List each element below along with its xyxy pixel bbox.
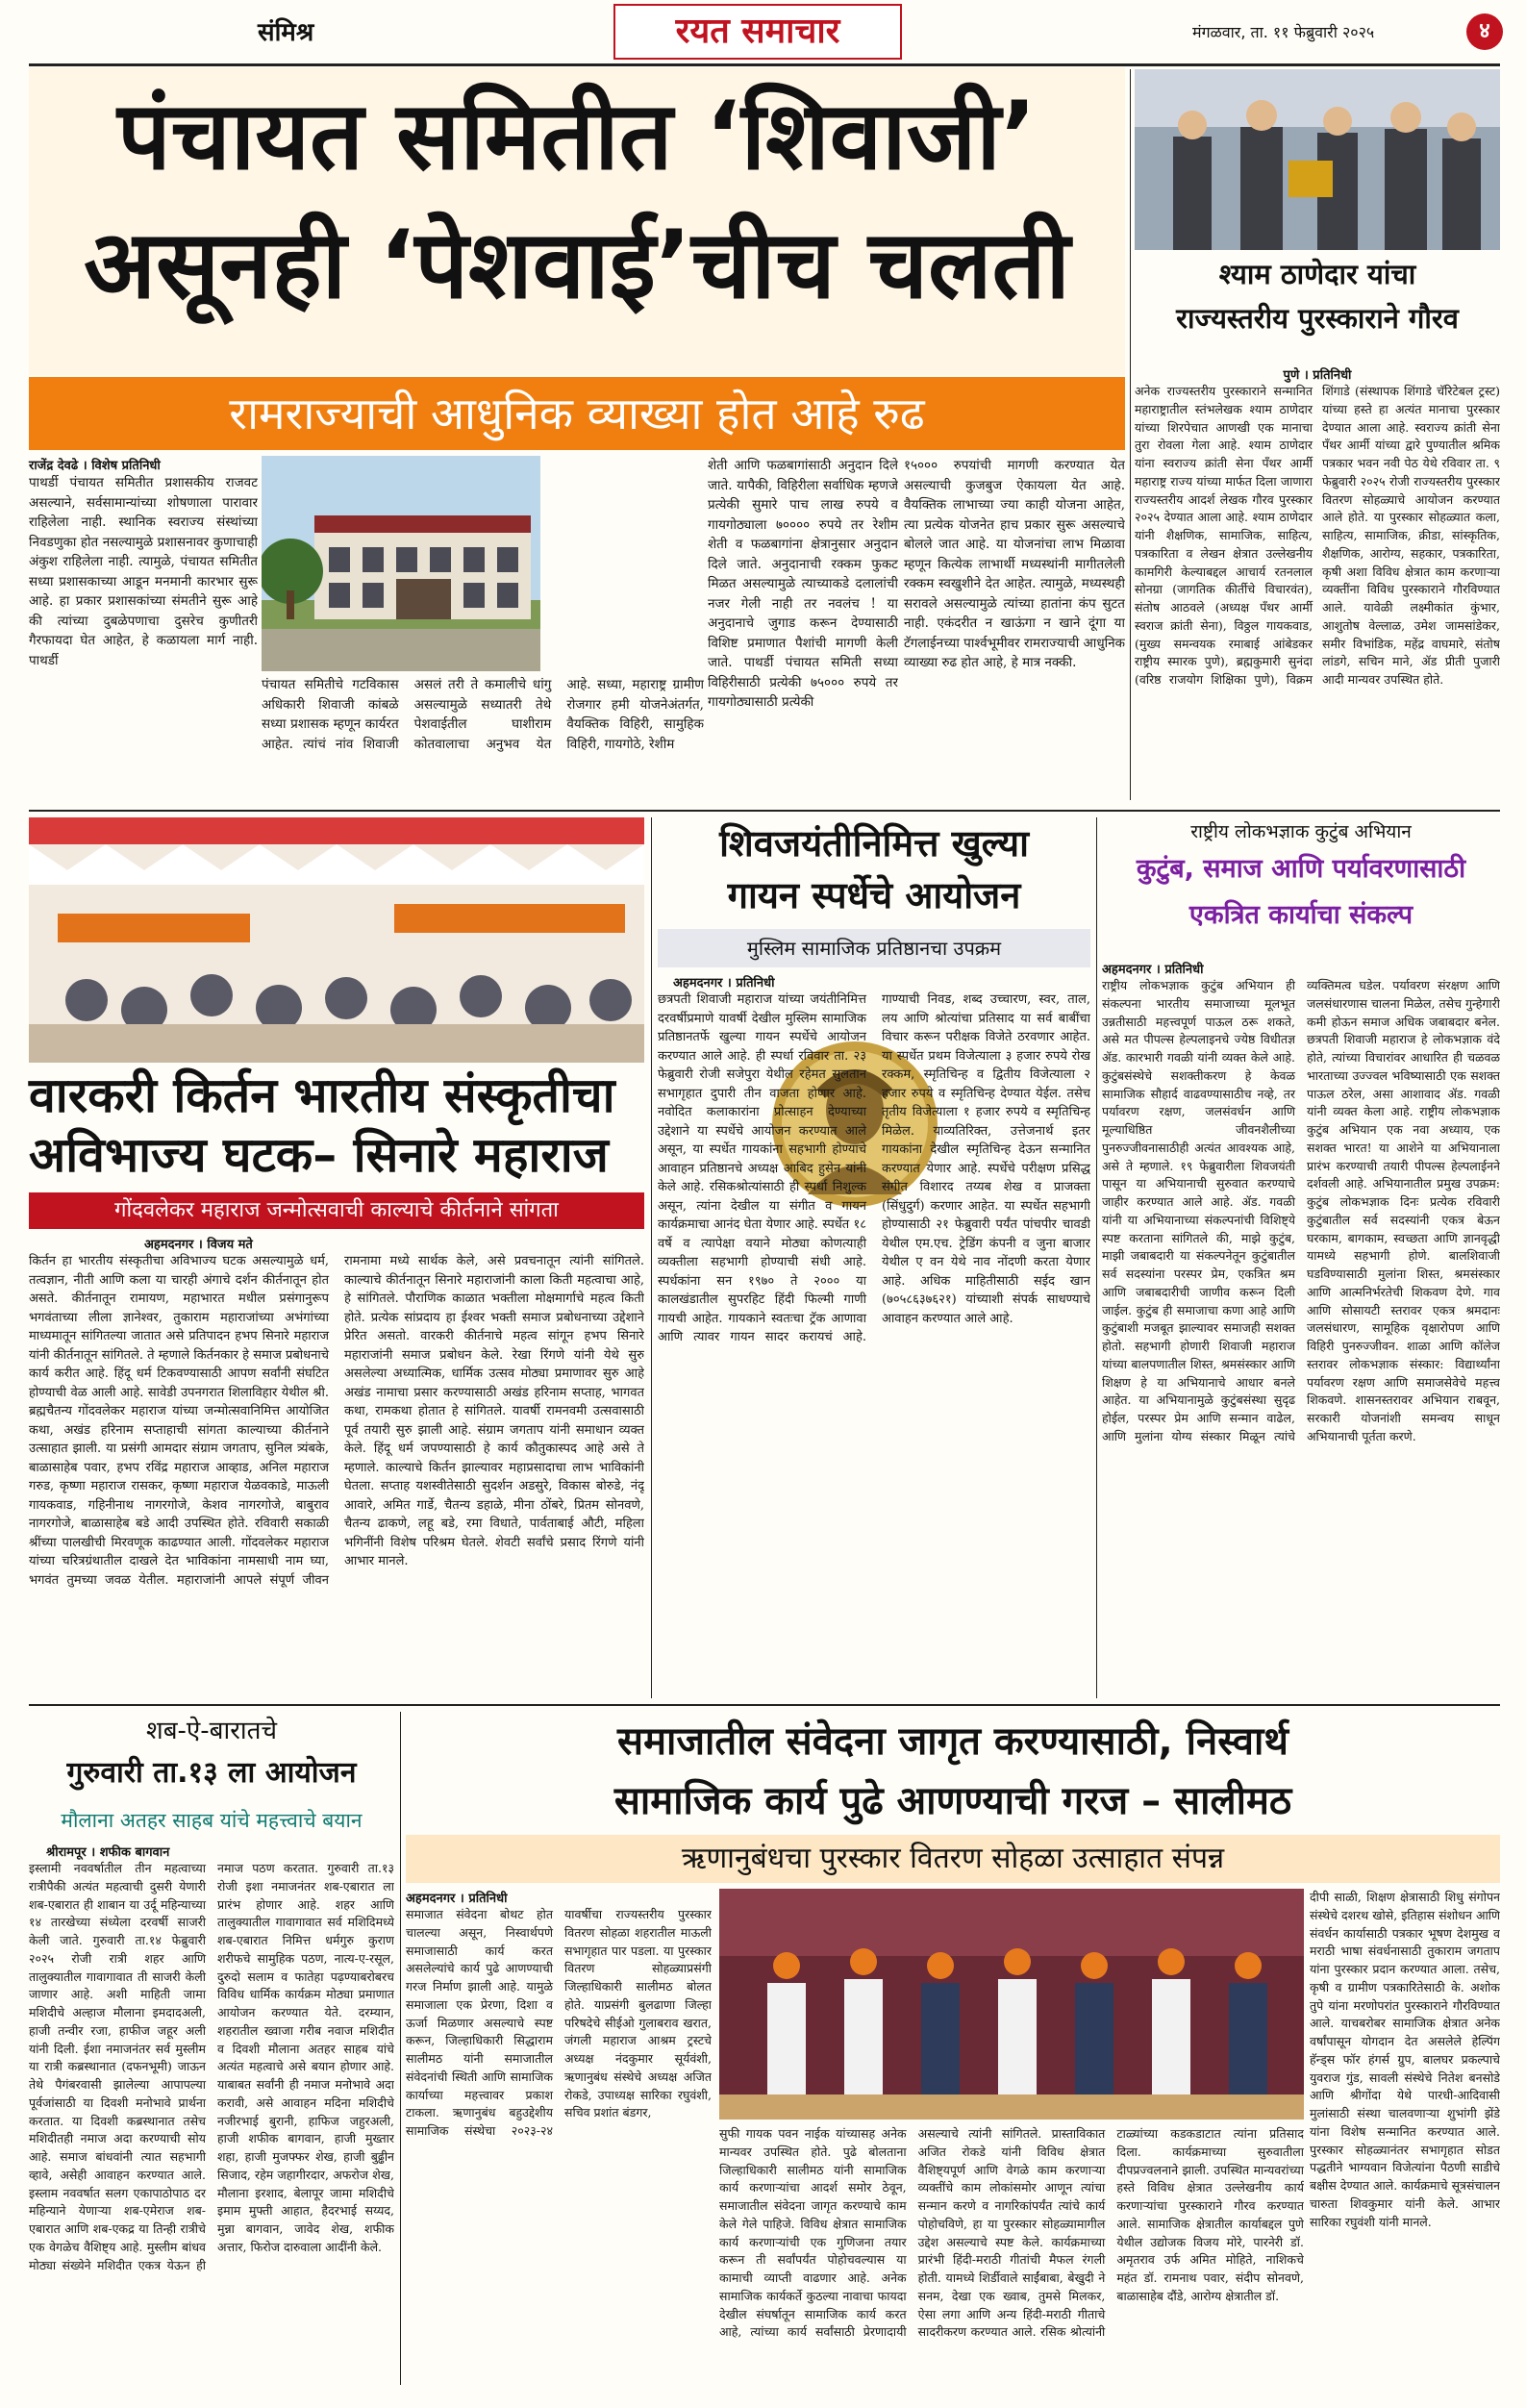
story1-column-1: [29, 456, 258, 802]
samaj-byline: अहमदनगर । प्रतिनिधी: [406, 1892, 508, 1906]
shivjayanti-story: [658, 973, 1090, 1698]
vertical-rule-4: [400, 1712, 401, 2385]
family-byline: अहमदनगर । प्रतिनिधी: [1102, 963, 1204, 977]
samaj-left: [406, 1889, 712, 2385]
kirtan-photo: [29, 817, 644, 1063]
samaj-headline: [406, 1712, 1500, 1831]
shab-heading-line1: शब-ऐ-बारातचे: [146, 1717, 277, 1745]
samaj-banner-text: ऋणानुबंधचा पुरस्कार वितरण सोहळा उत्साहात संपन्न: [681, 1842, 1225, 1875]
shab-byline: श्रीरामपूर । शफीक बागवान: [46, 1845, 170, 1860]
family-heading: [1102, 817, 1500, 958]
shivjayanti-text: छत्रपती शिवाजी महाराज यांच्या जयंतीनिमित्त दरवर्षीप्रमाणे यावर्षी देखील मुस्लिम सामाजिक प्रतिष्ठानतर्फे खुल्या गायन स्पर्धेचे आयोजन करण्यात आले आहे. ही स्पर्धा रविवार ता. २३ फेब्रुवारी रोजी सजेपुरा येथील रहेमत सुलतान सभागृहात दुपारी तीन वाजता होणार आहे. नवोदित कलाकारांना प्रोत्साहन देण्याच्या उद्देशाने या स्पर्धेचे आयोजन करण्यात आले असून, या स्पर्धेत गायकांना सहभागी होण्याचे आवाहन प्रतिष्ठानचे अध्यक्ष आबिद हुसेन यांनी केले आहे. रसिकश्रोत्यांसाठी ही स्पर्धा निशुल्क असून, त्यांना देखील या संगीत व गायन कार्यक्रमाचा आनंद घेता येणार आहे. स्पर्धेत १८ वर्षे व त्यापेक्षा वयाने मोठ्या कोणत्याही व्यक्तीला सहभागी होण्याची संधी आहे. स्पर्धकांना सन १९७० ते २००० या कालखंडातील सुपरहिट हिंदी फिल्मी गाणी गायची आहेत. गायकाने स्वतःचा ट्रॅक आणावा आणि त्यावर गायन सादर करायचं आहे. गाण्याची निवड, शब्द उच्चारण, स्वर, ताल, लय आणि श्रोत्यांचा प्रतिसाद या सर्व बाबींचा विचार करून परीक्षक विजेते ठरवणार आहेत. या स्पर्धेत प्रथम विजेत्याला ३ हजार रुपये रोख रक्कम, स्मृतिचिन्ह व द्वितीय विजेत्याला २ हजार रुपये व स्मृतिचिन्ह देण्यात येईल. तसेच तृतीय विजेत्याला १ हजार रुपये व स्मृतिचिन्ह मिळेल. याव्यतिरिक्त, उत्तेजनार्थ इतर गायकांना देखील स्मृतिचिन्ह देऊन सन्मानित करण्यात येणार आहे. स्पर्धेचे परीक्षण प्रसिद्ध संगीत विशारद तय्यब शेख व प्राजक्ता (सिंधुदुर्ग) करणार आहेत. या स्पर्धेत सहभागी होण्यासाठी २१ फेब्रुवारी पर्यंत पांचपीर चावडी येथील एम.एच. ट्रेडिंग कंपनी व जुना बाजार येथील ए वन येथे नाव नोंदणी करता येणार आहे. अधिक माहितीसाठी सईद खान (७०५८६३७६२१) यांच्याशी संपर्क साधण्याचे आवाहन करण्यात आले आहे.: [658, 992, 1090, 1344]
samaj-photo: [719, 1889, 1304, 2120]
shab-heading: [29, 1712, 394, 1804]
family-text: राष्ट्रीय लोकभज्ञाक कुटुंब अभियान ही संकल्पना भारतीय समाजाच्या मूलभूत उन्नतीसाठी महत्त्वपूर्ण पाऊल ठरू शकते, असे मत पीपल्स हेल्पलाइनचे ज्येष्ठ विधीतज्ञ ॲड. कारभारी गवळी यांनी व्यक्त केले आहे. कुटुंबसंस्थेचे सशक्तीकरण हे केवळ सामाजिक सौहार्द वाढवण्यासाठीच नव्हे, तर पर्यावरण रक्षण, जलसंवर्धन आणि मूल्याधिष्ठित जीवनशैलीच्या पुनरुज्जीवनासाठीही अत्यंत आवश्यक आहे, असे ते म्हणाले. १९ फेब्रुवारीला शिवजयंती पासून या अभियानाची सुरुवात करण्याचे जाहीर करण्यात आले आहे. ॲड. गवळी यांनी या अभियानाच्या संकल्पनांची विशिष्ट्ये स्पष्ट करताना सांगितले की, माझे कुटुंब, माझी जबाबदारी या संकल्पनेतून कुटुंबातील सर्व सदस्यांना परस्पर प्रेम, एकत्रित श्रम आणि जबाबदारीची जाणीव करून दिली जाईल. कुटुंब ही समाजाचा कणा आहे आणि कुटुंबाशी मजबूत झाल्यावर समाजही सशक्त होतो. सहभागी होणारी शिवाजी महाराज यांच्या बालपणातील शिस्त, श्रमसंस्कार आणि शिक्षण हे या अभियानाचे आधार बनले आहेत. या अभियानामुळे कुटुंबसंस्था सुदृढ होईल, परस्पर प्रेम आणि सन्मान वाढेल, आणि मुलांना योग्य संस्कार मिळून त्यांचे व्यक्तिमत्व घडेल. पर्यावरण संरक्षण आणि जलसंधारणास चालना मिळेल, तसेच गुन्हेगारी कमी होऊन समाज अधिक जबाबदार बनेल. छत्रपती शिवाजी महाराज हे लोकभज्ञाक वंदे होते, त्यांच्या विचारांवर आधारित ही चळवळ भारताच्या उज्ज्वल भविष्यासाठी एक सशक्त पाऊल ठरेल, असा आशावाद ॲड. गवळी यांनी व्यक्त केला आहे. राष्ट्रीय लोकभज्ञाक कुटुंब अभियान एक नवा अध्याय, एक सशक्त भारत! या आशेने या अभियानाला प्रारंभ करण्याची तयारी पीपल्स हेल्पलाईनने दर्शवली आहे. अभियानातील प्रमुख उपक्रम: कुटुंब लोकभज्ञाक दिनः प्रत्येक रविवारी कुटुंबातील सर्व सदस्यांनी एकत्र बेऊन घरकाम, बागकाम, स्वच्छता आणि ज्ञानवृद्धी यामध्ये सहभागी होणे. बालशिवाजी घडविण्यासाठी मुलांना शिस्त, श्रमसंस्कार आणि आत्मनिर्भरतेची शिकवण देणे. गाव आणि सोसायटी स्तरावर एकत्र श्रमदानः जलसंधारण, सामूहिक वृक्षारोपण आणि विहिरी पुनरुज्जीवन. शाळा आणि कॉलेज स्तरावर लोकभज्ञाक संस्कार: विद्यार्थ्यांना पर्यावरण रक्षण आणि समाजसेवेचे महत्त्व शिकवणे. शासनस्तरावर अभियान राबवून, सरकारी योजनांशी समन्वय साधून अभियानाची पूर्तता करणे.: [1102, 978, 1500, 1443]
shivjayanti-sub: [658, 929, 1090, 967]
shab-sub-text: मौलाना अतहर साहब यांचे महत्त्वाचे बयान: [61, 1809, 363, 1832]
vertical-rule-1: [1130, 69, 1131, 800]
story1-photo-building: [262, 456, 540, 671]
story1-column-3: शेती आणि फळबागांसाठी अनुदान दिले जाते. यापैकी, विहिरीला सर्वाधिक म्हणजे प्रत्येकी सुमारे पाच लाख रुपये व गायगोठ्याला ७०००० रुपये तर रेशीम शेती व फळबागांना क्षेत्रानुसार अनुदान दिले जाते. अनुदानाची रक्कम फुकट मिळत असल्यामुळे त्याच्याकडे दलालांची नजर गेली नाही तर नवलंच ! या अनुदानाचे जुगाड करून देण्यासाठी विशिष्ट प्रमाणात पैशांची मागणी केली जाते. पाथर्डी पंचायत समिती सध्या विहिरीसाठी प्रत्येकी ७५००० रुपये तर गायगोठ्यासाठी प्रत्येकी: [708, 458, 898, 711]
family-story: [1102, 960, 1500, 1698]
award-heading: [1135, 252, 1500, 358]
kirtan-banner-text: गोंदवलेकर महाराज जन्मोत्सवाची काल्याचे कीर्तनाने सांगता: [114, 1198, 559, 1222]
samaj-left-text: समाजात संवेदना बोथट होत चालल्या असून, निस्वार्थपणे समाजासाठी कार्य करत असलेल्यांचे कार्य पुढे आणण्याची गरज निर्माण झाली आहे. यामुळे समाजाला एक प्रेरणा, दिशा व ऊर्जा मिळणार असल्याचे स्पष्ट करून, जिल्हाधिकारी सिद्धाराम सालीमठ यांनी समाजातील संवेदनांची स्थिती आणि सामाजिक कार्याच्या महत्त्वावर प्रकाश टाकला. ऋणानुबंध बहुउद्देशीय सामाजिक संस्थेचा २०२३-२४ यावर्षीचा राज्यस्तरीय पुरस्कार वितरण सोहळा शहरातील माऊली सभागृहात पार पडला. या पुरस्कार वितरण सोहळ्याप्रसंगी जिल्हाधिकारी सालीमठ बोलत होते. याप्रसंगी बुलढाणा जिल्हा परिषदेचे सीईओ गुलाबराव खरात, जंगली महाराज आश्रम ट्रस्टचे अध्यक्ष नंदकुमार सूर्यवंशी, ऋणानुबंध संस्थेचे अध्यक्ष अजित रोकडे, उपाध्यक्ष सारिका रघुवंशी, सचिव प्रशांत बंडगर,: [406, 1907, 712, 2138]
shivjayanti-headline: [658, 817, 1090, 928]
family-headline-line2: एकत्रित कार्याचा संकल्प: [1188, 900, 1413, 930]
row-rule-1: [29, 810, 1500, 812]
samaj-headline-line2: सामाजिक कार्य पुढे आणण्याची गरज – सालीमठ: [613, 1779, 1292, 1823]
kirtan-event-image: [29, 817, 644, 1063]
shab-story: [29, 1843, 394, 2381]
samaj-banner: [406, 1835, 1500, 1883]
story1-banner: [29, 377, 1125, 450]
samaj-right-text: दीपी साळी, शिक्षण क्षेत्रासाठी शिधु संगोपन संस्थेचे दशरथ खोसे, इतिहास संशोधन आणि संवर्धन कार्यासाठी पत्रकार भूषण देशमुख व मराठी भाषा संवर्धनासाठी तुकाराम जगताप यांना पुरस्कार प्रदान करण्यात आला. तसेच, कृषी व ग्रामीण पत्रकारितेसाठी के. अशोक तुपे यांना मरणोपरांत पुरस्काराने गौरविण्यात आले. याचबरोबर सामाजिक क्षेत्रात अनेक वर्षांपासून योगदान देत असलेले हेल्पिंग हॅन्ड्स फॉर हंगर्स ग्रुप, बालघर प्रकल्पाचे युवराज गुंड, सावली संस्थेचे नितेश बनसोडे आणि श्रीगोंदा येथे पारधी-आदिवासी मुलांसाठी संस्था चालवणाऱ्या शुभांगी झेंडे यांना विशेष सन्मानित करण्यात आले. पुरस्कार सोहळ्यानंतर सभागृहात सोडत पद्धतीने भाग्यवान विजेत्यांना पैठणी साडीचे बक्षीस देण्यात आले. कार्यक्रमाचे सूत्रसंचालन चारुता शिवकुमार यांनी केले. आभार सारिका रघुवंशी यांनी मानले.: [1310, 1890, 1500, 2229]
award-ceremony-image: [1135, 69, 1500, 250]
award-story: [1135, 365, 1500, 802]
vertical-rule-2: [651, 817, 652, 1698]
shab-text: इस्लामी नववर्षातील तीन महत्वाच्या रात्रीपैकी अत्यंत महत्वाची दुसरी येणारी शब-एबारात ही शाबान या उर्दू महिन्याच्या १४ तारखेच्या संध्येला दरवर्षी साजरी केली जाते. गुरुवारी ता.१४ फेब्रुवारी २०२५ रोजी रात्री शहर आणि तालुक्यातील गावागावात ती साजरी केली जाणार आहे. अशी माहिती जामा मशिदीचे अल्हाज मौलाना इमदादअली, हाजी तन्वीर रजा, हाफीज जहूर अली यांनी दिली. ईशा नमाजनंतर सर्व मुस्लीम या रात्री कब्रस्थानात (दफनभूमी) जाऊन तेथे पैगंबरवासी झालेल्या आपापल्या पूर्वजांसाठी या दिवशी मनोभावे प्रार्थना करतात. या दिवशी कब्रस्थानात तसेच मशिदीतही नमाज अदा करण्याची सोय आहे. समाज बांधवांनी त्यात सहभागी व्हावे, असेही आवाहन करण्यात आले. इस्लाम नववर्षात सलग एकापाठोपाठ दर महिन्याने येणाऱ्या शब-एमेराज शब-एबारात आणि शब-एकद्र या तिन्ही रात्रीचे एक वेगळेच वैशिष्ट्य आहे. मुस्लीम बांधव मोठ्या संख्येने मशिदीत एकत्र येऊन ही नमाज पठण करतात. गुरुवारी ता.१३ रोजी इशा नमाजनंतर शब-एबारात ला प्रारंभ होणार आहे. शहर आणि तालुक्यातील गावागावात सर्व मशिदिमध्ये शब-एबारात निमित्त धर्मगुरु कुराण शरीफचे सामुहिक पठण, नात्य-ए-रसूल, दुरुदो सलाम व फातेहा पढ़ण्याबरोबरच विविध धार्मिक कार्यक्रम मोठ्या प्रमाणात आयोजन करण्यात येते. दरम्यान, शहरातील ख्वाजा गरीब नवाज मशिदीत व दिवशी मौलाना अतहर साहब यांचे अत्यंत महत्वाचे असे बयान होणार आहे. याबाबत सर्वांनी ही नमाज मनोभावे अदा करावी, असे आवाहन मदिना मशिदीचे नजीरभाई बुरानी, हाफिज जहुरअली, हाजी शफीक बागवान, हाजी मुख्तार शहा, हाजी मुजफ्फर शेख, हाजी बुढ्ढीन सिजाद, रहेम जहागीरदार, अफरोज शेख, मौलाना इरशाद, बेलापूर जामा मशिदीचे इमाम मुफ्ती आहात, हैदरभाई सय्यद, मुन्ना बागवान, जावेद शेख, शफीक अत्तार, फिरोज दारुवाला आदींनी केले.: [29, 1861, 394, 2272]
shivjayanti-sub-text: मुस्लिम सामाजिक प्रतिष्ठानचा उपक्रम: [746, 937, 1002, 960]
shab-sub: [29, 1804, 394, 1837]
page-number-badge: [1466, 13, 1503, 50]
paper-name-text: रयत समाचार: [675, 12, 840, 51]
kirtan-headline-line2: अविभाज्य घटक– सिनारे महाराज: [29, 1127, 609, 1183]
award-byline: पुणे । प्रतिनिधी: [1283, 368, 1352, 383]
vertical-rule-3: [1096, 817, 1097, 1698]
family-headline-line1: कुटुंब, समाज आणि पर्यावरणासाठी: [1136, 854, 1466, 884]
kirtan-headline: [29, 1066, 644, 1189]
kirtan-byline: अहमदनगर । विजय मते: [144, 1238, 253, 1252]
story1-headline: [29, 67, 1125, 375]
shab-heading-line2: गुरुवारी ता.१३ ला आयोजन: [66, 1756, 357, 1790]
masthead-rule: [29, 63, 1500, 66]
family-kicker: राष्ट्रीय लोकभज्ञाक कुटुंब अभियान: [1190, 821, 1412, 842]
kirtan-story: [29, 1235, 644, 1698]
award-heading-line1: श्याम ठाणेदार यांचा: [1218, 258, 1416, 290]
story1-column-1-text: पाथर्डी पंचायत समितीत प्रशासकीय राजवट असल्याने, सर्वसामान्यांच्या शोषणाला पारावार राहिलेला नाही. स्थानिक स्वराज्य संस्थांच्या निवडणुका होत नसल्यामुळे प्रशासनावर कुणाचाही अंकुश राहिलेला नाही. त्यामुळे, पंचायत समितीत सध्या प्रशासकाच्या आडून मनमानी कारभार सुरू आहे. हा प्रकार प्रशासकांच्या संमतीने सुरू आहे की त्यांच्या दुबळेपणाचा दुसरेच कुणीतरी गैरफायदा घेत आहेत, हे कळायला मार्ग नाही. पाथर्डी: [29, 475, 258, 668]
award-heading-line2: राज्यस्तरीय पुरस्काराने गौरव: [1176, 302, 1459, 335]
story1-headline-line2: असूनही ‘पेशवाई’चीच चलती: [84, 211, 1070, 320]
story1-under-photo: पंचायत समितीचे गटविकास अधिकारी शिवाजी कांबळे सध्या प्रशासक म्हणून कार्यरत आहेत. त्यांचं नांव शिवाजी असलं तरी ते कमालीचे धांगु असल्यामुळे सध्यातरी तेथे पेशवाईतील घाशीराम कोतवालाचा अनुभव येत आहे. सध्या, महाराष्ट्र ग्रामीण रोजगार हमी योजनेअंतर्गत, वैयक्तिक विहिरी, सामुहिक विहिरी, गायगोठे, रेशीम: [262, 677, 704, 752]
samaj-mid-text: सुफी गायक पवन नाईक यांच्यासह अनेक मान्यवर उपस्थित होते. पुढे बोलताना जिल्हाधिकारी सालीमठ यांनी सामाजिक कार्य करणाऱ्यांचा आदर्श समोर ठेवून, समाजातील संवेदना जागृत करण्याचे काम केले गेले पाहिजे. विविध क्षेत्रात सामाजिक कार्य करणाऱ्यांची एक गुणिजना तयार करून ती सर्वांपर्यंत पोहोचवल्यास या कामाची व्याप्ती वाढणार आहे. अनेक सामाजिक कार्यकर्ते कुठल्या नावाचा फायदा देखील संघर्षातून सामाजिक कार्य करत आहे, त्यांच्या कार्य सर्वांसाठी प्रेरणादायी असल्याचे त्यांनी सांगितले. प्रास्ताविकात अजित रोकडे यांनी विविध क्षेत्रात वैशिष्ट्यपूर्ण आणि वेगळे काम करणाऱ्या व्यक्तींचे काम लोकांसमोर आणून त्यांचा सन्मान करणे व नागरिकांपर्यंत त्यांचे कार्य पोहोचविणे, हा या पुरस्कार सोहळ्यामागील उद्देश असल्याचे स्पष्ट केले. कार्यक्रमाच्या प्रारंभी हिंदी-मराठी गीतांची मैफल रंगली होती. यामध्ये शिर्डीवाले साईंबाबा, बेखुदी ने सनम, देखा एक ख्वाब, तुमसे मिलकर, ऐसा लगा आणि अन्य हिंदी-मराठी गीताचे सादरीकरण करण्यात आले. रसिक श्रोत्यांनी टाळ्यांच्या कडकडाटात त्यांना प्रतिसाद दिला. कार्यक्रमाच्या सुरुवातीला दीपप्रज्वलनाने झाली. उपस्थित मान्यवरांच्या हस्ते विविध क्षेत्रात उल्लेखनीय कार्य करणाऱ्यांचा पुरस्काराने गौरव करण्यात आले. सामाजिक क्षेत्रातील कार्याबद्दल पुणे येथील उद्योजक विजय मोरे, पारनेरी डॉ. अमृतराव उर्फ अमित मोहिते, नाशिकचे महंत डॉ. रामनाथ पवार, संदीप सोनवणे, बाळासाहेब दौंडे, आरोग्य क्षेत्रातील डॉ.: [719, 2126, 1304, 2340]
shivjayanti-headline-line2: गायन स्पर्धेचे आयोजन: [727, 874, 1021, 916]
kirtan-banner: [29, 1192, 644, 1229]
kirtan-headline-line1: वारकरी किर्तन भारतीय संस्कृतीचा: [29, 1067, 615, 1123]
issue-date: मंगळवार, ता. ११ फेब्रुवारी २०२५: [1192, 23, 1375, 41]
story1-headline-line1: पंचायत समितीत ‘शिवाजी’: [117, 82, 1037, 191]
award-photo: [1135, 69, 1500, 250]
award-text: अनेक राज्यस्तरीय पुरस्काराने सन्मानित महाराष्ट्रातील स्तंभलेखक श्याम ठाणेदार यांच्या शिरपेचात आणखी एक मानाचा तुरा रोवला गेला आहे. श्याम ठाणेदार यांना स्वराज्य क्रांती सेना पँथर आर्मी महाराष्ट्र राज्य यांच्या मार्फत दिला जाणारा राज्यस्तरीय आदर्श लेखक गौरव पुरस्कार २०२५ देण्यात आला आहे. श्याम ठाणेदार यांनी शैक्षणिक, सामाजिक, साहित्य, पत्रकारिता व लेखन क्षेत्रात उल्लेखनीय कामगिरी केल्याबद्दल आचार्य रतनलाल सोनग्रा (जागतिक कीर्तीचे विचारवंत), संतोष आठवले (अध्यक्ष पँथर आर्मी स्वराज क्रांती सेना), विठ्ठल गायकवाड, (मुख्य समन्वयक रमाबाई आंबेडकर राष्ट्रीय स्मारक पुणे), ब्रह्मकुमारी सुनंदा (वरिष्ठ राजयोग शिक्षिका पुणे), विक्रम शिंगाडे (संस्थापक शिंगाडे चॅरिटेबल ट्रस्ट) यांच्या हस्ते हा अत्यंत मानाचा पुरस्कार देण्यात आला आहे. स्वराज्य क्रांती सेना पँथर आर्मी यांच्या द्वारे पुण्यातील श्रमिक पत्रकार भवन नवी पेठ येथे रविवार ता. ९ फेब्रुवारी २०२५ रोजी राज्यस्तरीय पुरस्कार वितरण सोहळ्याचे आयोजन करण्यात आले होते. या पुरस्कार सोहळ्यात कला, साहित्य, सामाजिक, क्रीडा, सांस्कृतिक, शैक्षणिक, आरोग्य, सहकार, पत्रकारिता, कृषी अशा विविध क्षेत्रात काम करणाऱ्या व्यक्तींना विविध पुरस्काराने गौरविण्यात आले. यावेळी लक्ष्मीकांत कुंभार, आशुतोष वेल्लाळ, उमेश जामसांडेकर, समीर विभांडिक, महेंद्र वाघमारे, संतोष लांडगे, सचिन माने, ॲड प्रीती पुजारी आदी मान्यवर उपस्थित होते.: [1135, 384, 1500, 687]
shivjayanti-byline: अहमदनगर । प्रतिनिधी: [673, 976, 775, 991]
samaj-headline-line1: समाजातील संवेदना जागृत करण्यासाठी, निस्वार्थ: [617, 1719, 1288, 1764]
story1-banner-text: रामराज्याची आधुनिक व्याख्या होत आहे रुढ: [229, 388, 925, 439]
paper-name: [613, 4, 902, 60]
story1-column-4: १५००० रुपयांची मागणी करण्यात येत असल्याची कुजबुज ऐकायला येत आहे. वैयक्तिक लाभाच्या ज्या काही योजना आहेत, त्या प्रत्येक योजनेत हाच प्रकार सुरू असल्याचे बोलले जात आहे. या योजनांचा लाभ मिळावा म्हणून कित्येक लाभार्थी मध्यस्थांनी मागीतलेली रक्कम स्वखुशीने देत आहेत. त्यामुळे, मध्यस्थही सरावले असल्यामुळे त्यांच्या हातांना कंप सुटत नाही. एकंदरीत न खाऊंगा न खाने दूंगा या टॅगलाईनच्या पार्श्वभूमीवर रामराज्याची आधुनिक व्याख्या रुढ होत आहे, हे मात्र नक्की.: [904, 458, 1125, 671]
page-number: ४: [1479, 19, 1490, 43]
award-ceremony-group-image: [719, 1889, 1304, 2120]
shivjayanti-headline-line1: शिवजयंतीनिमित्त खुल्या: [719, 822, 1029, 865]
masthead: [0, 0, 1526, 65]
panchayat-building-image: [262, 456, 540, 671]
story1-byline: राजेंद्र देवढे । विशेष प्रतिनिधी: [29, 459, 161, 473]
section-label: संमिश्र: [258, 18, 314, 47]
row-rule-2: [29, 1704, 1500, 1706]
kirtan-text: किर्तन हा भारतीय संस्कृतीचा अविभाज्य घटक असल्यामुळे धर्म, तत्वज्ञान, नीती आणि कला या चारही अंगाचे दर्शन कीर्तनातून होत असते. कीर्तनातून रामायण, महाभारत मधील प्रसंगानुरूप भगवंताच्या लीला ज्ञानेश्वर, तुकाराम महाराजांच्या अभंगांच्या माध्यमातून सांगितल्या जातात असे प्रतिपादन हभप सिनारे महाराज यांनी कीर्तनातून सांगितले. ते म्हणाले किर्तनकार हे समाज प्रबोधनाचे कार्य करीत आहे. हिंदू धर्म टिकवण्यासाठी आपण सर्वांनी संघटित होण्याची वेळ आली आहे. सावेडी उपनगरात शिलाविहार येथील श्री. ब्रह्मचैतन्य गोंदवलेकर महाराज यांच्या जन्मोत्सवानिमित्त आयोजित कथा, अखंड हरिनाम सप्ताहाची सांगता काल्याच्या कीर्तनाने उत्साहात झाली. या प्रसंगी आमदार संग्राम जगताप, सुनिल त्र्यंबके, बाळासाहेब पवार, हभप रविंद्र महाराज आव्हाड, अनिल महाराज गरुड, कृष्णा महाराज रासकर, कृष्णा महाराज येळवकाडे, माऊली गायकवाड, गहिनीनाथ नागरगोजे, केशव नागरगोजे, बाबुराव नागरगोजे, बाळासाहेब बडे आदी उपस्थित होते. रविवारी सकाळी श्रींच्या पालखीची मिरवणूक काढण्यात आली. गोंदवलेकर महाराज यांच्या चरित्रग्रंथातील दाखले देत भाविकांना नामसाधी नाम घ्या, भगवंत तुमच्या जवळ येतील. महाराजांनी आपले संपूर्ण जीवन रामनामा मध्ये सार्थक केले, असे प्रवचनातून त्यांनी सांगितले. काल्याचे कीर्तनातून सिनारे महाराजांनी काला किती महत्वाचा आहे, हे सांगितले. पौराणिक काळात भक्तीला मोक्षमार्गाचे महत्व किती होते. प्रत्येक सांप्रदाय हा ईश्वर भक्ती समाज प्रबोधनाच्या उद्देशाने प्रेरित असतो. वारकरी कीर्तनाचे महत्व सांगून हभप सिनारे महाराजांनी समाज प्रबोधन केले. रेखा रिंगणे यांनी येथे सुरु असलेल्या अध्यात्मिक, धार्मिक उत्सव मोठ्या प्रमाणावर सुरु आहे अखंड नामाचा प्रसार करण्यासाठी अखंड हरिनाम सप्ताह, भागवत कथा, रामकथा होतात हे सांगितले. यावर्षी रामनवमी उत्सवासाठी पूर्व तयारी सुरु झाली आहे. संग्राम जगताप यांनी समाधान व्यक्त केले. हिंदू धर्म जपण्यासाठी हे कार्य कौतुकास्पद आहे असे ते म्हणाले. काल्याचे किर्तन झाल्यावर महाप्रसादाचा लाभ भाविकांनी घेतला. सप्ताह यशस्वीतेसाठी सुदर्शन अडसुरे, विकास बोरुडे, नंदू आवारे, अमित गार्डे, चैतन्य डहाळे, मीना ठोंबरे, प्रितम सोनवणे, चैतन्य ढाकणे, लहू बडे, रमा विधाते, पार्वताबाई औटी, महिला भगिनींनी विशेष परिश्रम घेतले. शेवटी सर्वांचे प्रसाद रिंगणे यांनी आभार मानले.: [29, 1254, 644, 1588]
